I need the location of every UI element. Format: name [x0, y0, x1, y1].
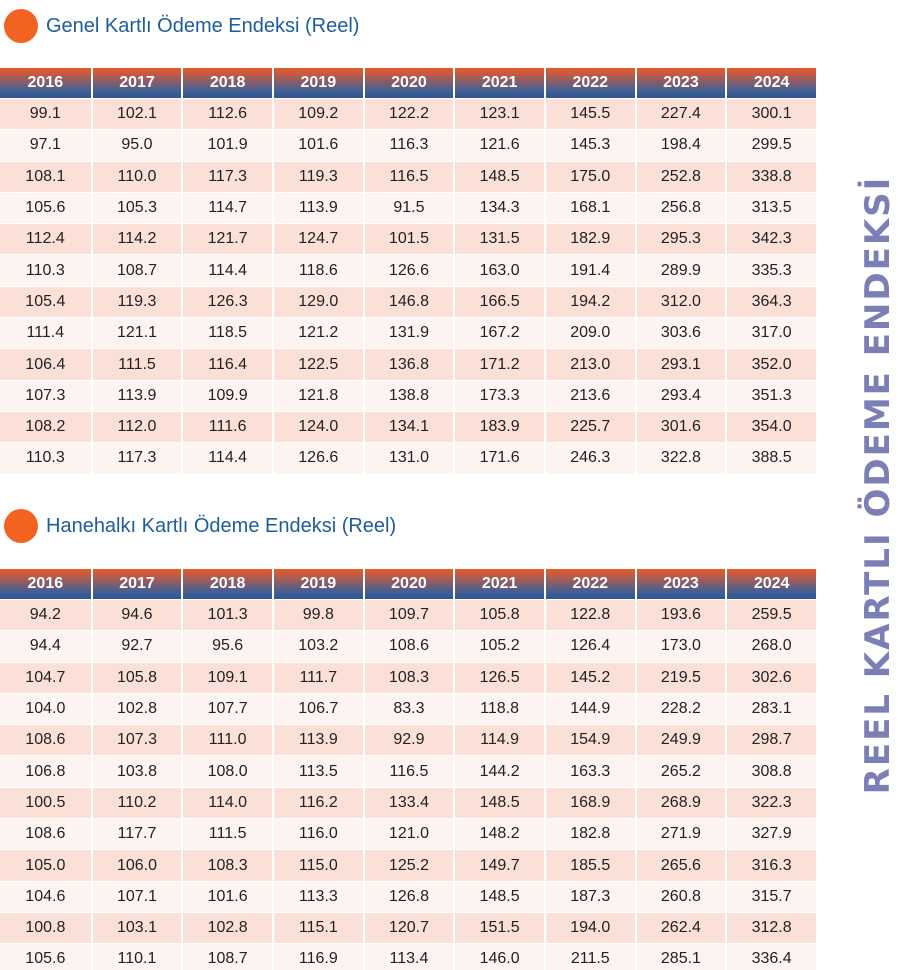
index-cell: 149.7: [453, 849, 544, 880]
index-cell: 113.9: [272, 724, 363, 755]
index-cell: 352.0: [725, 348, 816, 379]
index-cell: 107.1: [91, 881, 182, 912]
index-cell: 300.1: [725, 98, 816, 129]
index-cell: 117.3: [91, 442, 182, 473]
orange-dot-icon: [4, 509, 38, 543]
index-cell: 94.4: [0, 630, 91, 661]
index-cell: 104.7: [0, 662, 91, 693]
index-cell: 124.7: [272, 223, 363, 254]
index-cell: 121.7: [181, 223, 272, 254]
table-row: [0, 129, 816, 160]
index-cell: 105.6: [0, 943, 91, 970]
index-cell: 302.6: [725, 662, 816, 693]
index-cell: 102.1: [91, 98, 182, 129]
index-cell: 110.0: [91, 161, 182, 192]
index-cell: 103.2: [272, 630, 363, 661]
index-cell: 144.2: [453, 755, 544, 786]
year-header: 2019: [272, 68, 363, 98]
index-cell: 183.9: [453, 411, 544, 442]
index-cell: 107.7: [181, 693, 272, 724]
index-cell: 173.3: [453, 380, 544, 411]
index-cell: 171.6: [453, 442, 544, 473]
index-cell: 136.8: [363, 348, 454, 379]
index-cell: 213.0: [544, 348, 635, 379]
index-cell: 113.9: [272, 192, 363, 223]
year-header: 2023: [635, 68, 726, 98]
index-cell: 108.6: [0, 724, 91, 755]
index-cell: 354.0: [725, 411, 816, 442]
index-cell: 106.7: [272, 693, 363, 724]
year-header: 2021: [453, 569, 544, 599]
index-cell: 100.8: [0, 912, 91, 943]
index-cell: 265.2: [635, 755, 726, 786]
index-cell: 194.2: [544, 286, 635, 317]
index-cell: 108.7: [181, 943, 272, 970]
index-cell: 99.1: [0, 98, 91, 129]
index-cell: 126.5: [453, 662, 544, 693]
table-title: Genel Kartlı Ödeme Endeksi (Reel): [46, 14, 360, 37]
index-cell: 114.9: [453, 724, 544, 755]
index-cell: 114.0: [181, 787, 272, 818]
index-cell: 112.0: [91, 411, 182, 442]
index-cell: 117.3: [181, 161, 272, 192]
index-cell: 108.7: [91, 254, 182, 285]
index-cell: 271.9: [635, 818, 726, 849]
index-cell: 167.2: [453, 317, 544, 348]
index-cell: 259.5: [725, 599, 816, 630]
index-cell: 308.8: [725, 755, 816, 786]
index-cell: 114.2: [91, 223, 182, 254]
index-cell: 111.4: [0, 317, 91, 348]
index-cell: 94.6: [91, 599, 182, 630]
table-row: [0, 662, 816, 693]
index-cell: 94.2: [0, 599, 91, 630]
index-cell: 122.8: [544, 599, 635, 630]
index-cell: 126.6: [272, 442, 363, 473]
index-cell: 116.3: [363, 129, 454, 160]
index-cell: 198.4: [635, 129, 726, 160]
index-cell: 102.8: [91, 693, 182, 724]
header-row: [0, 569, 816, 599]
table-row: [0, 348, 816, 379]
index-cell: 114.7: [181, 192, 272, 223]
index-cell: 185.5: [544, 849, 635, 880]
index-cell: 108.0: [181, 755, 272, 786]
index-cell: 110.1: [91, 943, 182, 970]
index-cell: 364.3: [725, 286, 816, 317]
index-cell: 107.3: [0, 380, 91, 411]
index-cell: 285.1: [635, 943, 726, 970]
index-cell: 129.0: [272, 286, 363, 317]
index-cell: 124.0: [272, 411, 363, 442]
index-cell: 101.6: [272, 129, 363, 160]
year-header: 2018: [181, 569, 272, 599]
index-cell: 268.0: [725, 630, 816, 661]
table-row: [0, 192, 816, 223]
index-cell: 116.9: [272, 943, 363, 970]
index-cell: 388.5: [725, 442, 816, 473]
table-row: [0, 442, 816, 473]
index-cell: 108.6: [363, 630, 454, 661]
year-header: 2022: [544, 68, 635, 98]
index-cell: 182.9: [544, 223, 635, 254]
index-cell: 108.2: [0, 411, 91, 442]
index-cell: 105.6: [0, 192, 91, 223]
index-cell: 126.3: [181, 286, 272, 317]
index-cell: 299.5: [725, 129, 816, 160]
index-cell: 121.6: [453, 129, 544, 160]
table-row: [0, 317, 816, 348]
index-cell: 227.4: [635, 98, 726, 129]
index-cell: 126.6: [363, 254, 454, 285]
table-row: [0, 254, 816, 285]
index-cell: 182.8: [544, 818, 635, 849]
index-cell: 106.4: [0, 348, 91, 379]
hanehalki-index-table: [0, 569, 816, 970]
index-cell: 103.8: [91, 755, 182, 786]
year-header: 2024: [725, 569, 816, 599]
index-cell: 249.9: [635, 724, 726, 755]
index-cell: 92.9: [363, 724, 454, 755]
index-cell: 116.5: [363, 755, 454, 786]
table-row: [0, 818, 816, 849]
index-cell: 338.8: [725, 161, 816, 192]
index-cell: 265.6: [635, 849, 726, 880]
table-row: [0, 724, 816, 755]
year-header: 2016: [0, 68, 91, 98]
index-cell: 92.7: [91, 630, 182, 661]
index-cell: 313.5: [725, 192, 816, 223]
index-cell: 101.5: [363, 223, 454, 254]
index-cell: 107.3: [91, 724, 182, 755]
index-cell: 175.0: [544, 161, 635, 192]
index-cell: 111.5: [181, 818, 272, 849]
index-cell: 95.0: [91, 129, 182, 160]
index-cell: 295.3: [635, 223, 726, 254]
index-cell: 312.8: [725, 912, 816, 943]
index-cell: 105.3: [91, 192, 182, 223]
index-cell: 335.3: [725, 254, 816, 285]
table-row: [0, 881, 816, 912]
index-cell: 105.8: [453, 599, 544, 630]
table-row: [0, 849, 816, 880]
index-cell: 145.2: [544, 662, 635, 693]
index-cell: 104.6: [0, 881, 91, 912]
index-cell: 148.5: [453, 787, 544, 818]
index-cell: 105.4: [0, 286, 91, 317]
index-cell: 111.0: [181, 724, 272, 755]
index-cell: 103.1: [91, 912, 182, 943]
side-title: REEL KARTLI ÖDEME ENDEKSİ: [858, 175, 898, 795]
table-row: [0, 630, 816, 661]
year-header: 2020: [363, 569, 454, 599]
year-header: 2016: [0, 569, 91, 599]
index-cell: 351.3: [725, 380, 816, 411]
index-cell: 118.6: [272, 254, 363, 285]
index-cell: 298.7: [725, 724, 816, 755]
index-cell: 106.0: [91, 849, 182, 880]
index-cell: 101.3: [181, 599, 272, 630]
index-cell: 125.2: [363, 849, 454, 880]
index-cell: 252.8: [635, 161, 726, 192]
index-cell: 104.0: [0, 693, 91, 724]
index-cell: 114.4: [181, 254, 272, 285]
index-cell: 163.0: [453, 254, 544, 285]
index-cell: 293.1: [635, 348, 726, 379]
index-cell: 95.6: [181, 630, 272, 661]
index-cell: 116.2: [272, 787, 363, 818]
index-cell: 219.5: [635, 662, 726, 693]
index-cell: 173.0: [635, 630, 726, 661]
index-cell: 110.3: [0, 254, 91, 285]
index-cell: 121.8: [272, 380, 363, 411]
table-row: [0, 380, 816, 411]
section-title-genel: [4, 8, 359, 44]
index-cell: 111.5: [91, 348, 182, 379]
index-cell: 121.1: [91, 317, 182, 348]
index-cell: 115.1: [272, 912, 363, 943]
index-cell: 211.5: [544, 943, 635, 970]
index-cell: 119.3: [272, 161, 363, 192]
year-header: 2021: [453, 68, 544, 98]
index-cell: 108.6: [0, 818, 91, 849]
table-row: [0, 223, 816, 254]
index-cell: 145.3: [544, 129, 635, 160]
index-cell: 115.0: [272, 849, 363, 880]
index-cell: 113.4: [363, 943, 454, 970]
index-cell: 109.7: [363, 599, 454, 630]
index-cell: 112.6: [181, 98, 272, 129]
index-cell: 322.8: [635, 442, 726, 473]
index-cell: 108.1: [0, 161, 91, 192]
index-cell: 191.4: [544, 254, 635, 285]
index-cell: 166.5: [453, 286, 544, 317]
index-cell: 283.1: [725, 693, 816, 724]
index-cell: 105.2: [453, 630, 544, 661]
index-cell: 193.6: [635, 599, 726, 630]
index-cell: 109.1: [181, 662, 272, 693]
year-header: 2017: [91, 569, 182, 599]
index-cell: 122.2: [363, 98, 454, 129]
table-row: [0, 693, 816, 724]
index-cell: 187.3: [544, 881, 635, 912]
year-header: 2019: [272, 569, 363, 599]
index-cell: 336.4: [725, 943, 816, 970]
header-row: [0, 68, 816, 98]
index-cell: 322.3: [725, 787, 816, 818]
index-cell: 131.5: [453, 223, 544, 254]
index-cell: 119.3: [91, 286, 182, 317]
table-row: [0, 161, 816, 192]
index-cell: 126.8: [363, 881, 454, 912]
index-cell: 131.0: [363, 442, 454, 473]
table-row: [0, 755, 816, 786]
index-cell: 116.5: [363, 161, 454, 192]
index-cell: 146.0: [453, 943, 544, 970]
table-row: [0, 411, 816, 442]
index-cell: 262.4: [635, 912, 726, 943]
index-cell: 121.0: [363, 818, 454, 849]
index-cell: 112.4: [0, 223, 91, 254]
index-cell: 113.5: [272, 755, 363, 786]
index-cell: 168.1: [544, 192, 635, 223]
index-cell: 133.4: [363, 787, 454, 818]
index-cell: 303.6: [635, 317, 726, 348]
index-cell: 312.0: [635, 286, 726, 317]
index-cell: 118.8: [453, 693, 544, 724]
index-cell: 225.7: [544, 411, 635, 442]
index-cell: 118.5: [181, 317, 272, 348]
year-header: 2023: [635, 569, 726, 599]
index-cell: 126.4: [544, 630, 635, 661]
index-cell: 246.3: [544, 442, 635, 473]
index-cell: 316.3: [725, 849, 816, 880]
index-cell: 260.8: [635, 881, 726, 912]
index-cell: 105.8: [91, 662, 182, 693]
index-cell: 256.8: [635, 192, 726, 223]
index-cell: 109.2: [272, 98, 363, 129]
index-cell: 100.5: [0, 787, 91, 818]
index-cell: 315.7: [725, 881, 816, 912]
table-row: [0, 286, 816, 317]
index-cell: 101.9: [181, 129, 272, 160]
index-cell: 109.9: [181, 380, 272, 411]
index-cell: 106.8: [0, 755, 91, 786]
table-row: [0, 787, 816, 818]
index-cell: 102.8: [181, 912, 272, 943]
index-cell: 168.9: [544, 787, 635, 818]
table-row: [0, 98, 816, 129]
index-cell: 301.6: [635, 411, 726, 442]
index-cell: 146.8: [363, 286, 454, 317]
index-cell: 228.2: [635, 693, 726, 724]
table-row: [0, 943, 816, 970]
table-row: [0, 912, 816, 943]
table-title: Hanehalkı Kartlı Ödeme Endeksi (Reel): [46, 514, 397, 537]
index-cell: 111.6: [181, 411, 272, 442]
index-cell: 83.3: [363, 693, 454, 724]
index-cell: 91.5: [363, 192, 454, 223]
index-cell: 123.1: [453, 98, 544, 129]
index-cell: 209.0: [544, 317, 635, 348]
year-header: 2020: [363, 68, 454, 98]
index-cell: 154.9: [544, 724, 635, 755]
index-cell: 134.1: [363, 411, 454, 442]
index-cell: 131.9: [363, 317, 454, 348]
index-cell: 110.2: [91, 787, 182, 818]
index-cell: 116.4: [181, 348, 272, 379]
orange-dot-icon: [4, 9, 38, 43]
index-cell: 163.3: [544, 755, 635, 786]
index-cell: 105.0: [0, 849, 91, 880]
index-cell: 148.5: [453, 161, 544, 192]
index-cell: 151.5: [453, 912, 544, 943]
index-cell: 134.3: [453, 192, 544, 223]
index-cell: 97.1: [0, 129, 91, 160]
index-cell: 113.9: [91, 380, 182, 411]
index-cell: 148.5: [453, 881, 544, 912]
year-header: 2022: [544, 569, 635, 599]
index-cell: 99.8: [272, 599, 363, 630]
index-cell: 342.3: [725, 223, 816, 254]
index-cell: 138.8: [363, 380, 454, 411]
index-cell: 145.5: [544, 98, 635, 129]
index-cell: 108.3: [181, 849, 272, 880]
index-cell: 114.4: [181, 442, 272, 473]
index-cell: 108.3: [363, 662, 454, 693]
section-title-hanehalki: [4, 508, 396, 544]
genel-index-table: [0, 68, 816, 474]
index-cell: 148.2: [453, 818, 544, 849]
index-cell: 120.7: [363, 912, 454, 943]
index-cell: 117.7: [91, 818, 182, 849]
index-cell: 213.6: [544, 380, 635, 411]
index-cell: 111.7: [272, 662, 363, 693]
index-cell: 113.3: [272, 881, 363, 912]
index-cell: 101.6: [181, 881, 272, 912]
index-cell: 121.2: [272, 317, 363, 348]
index-cell: 268.9: [635, 787, 726, 818]
index-cell: 289.9: [635, 254, 726, 285]
index-cell: 293.4: [635, 380, 726, 411]
year-header: 2024: [725, 68, 816, 98]
index-cell: 116.0: [272, 818, 363, 849]
index-cell: 194.0: [544, 912, 635, 943]
index-cell: 110.3: [0, 442, 91, 473]
index-cell: 317.0: [725, 317, 816, 348]
year-header: 2018: [181, 68, 272, 98]
index-cell: 122.5: [272, 348, 363, 379]
table-row: [0, 599, 816, 630]
index-cell: 144.9: [544, 693, 635, 724]
year-header: 2017: [91, 68, 182, 98]
index-cell: 171.2: [453, 348, 544, 379]
index-cell: 327.9: [725, 818, 816, 849]
